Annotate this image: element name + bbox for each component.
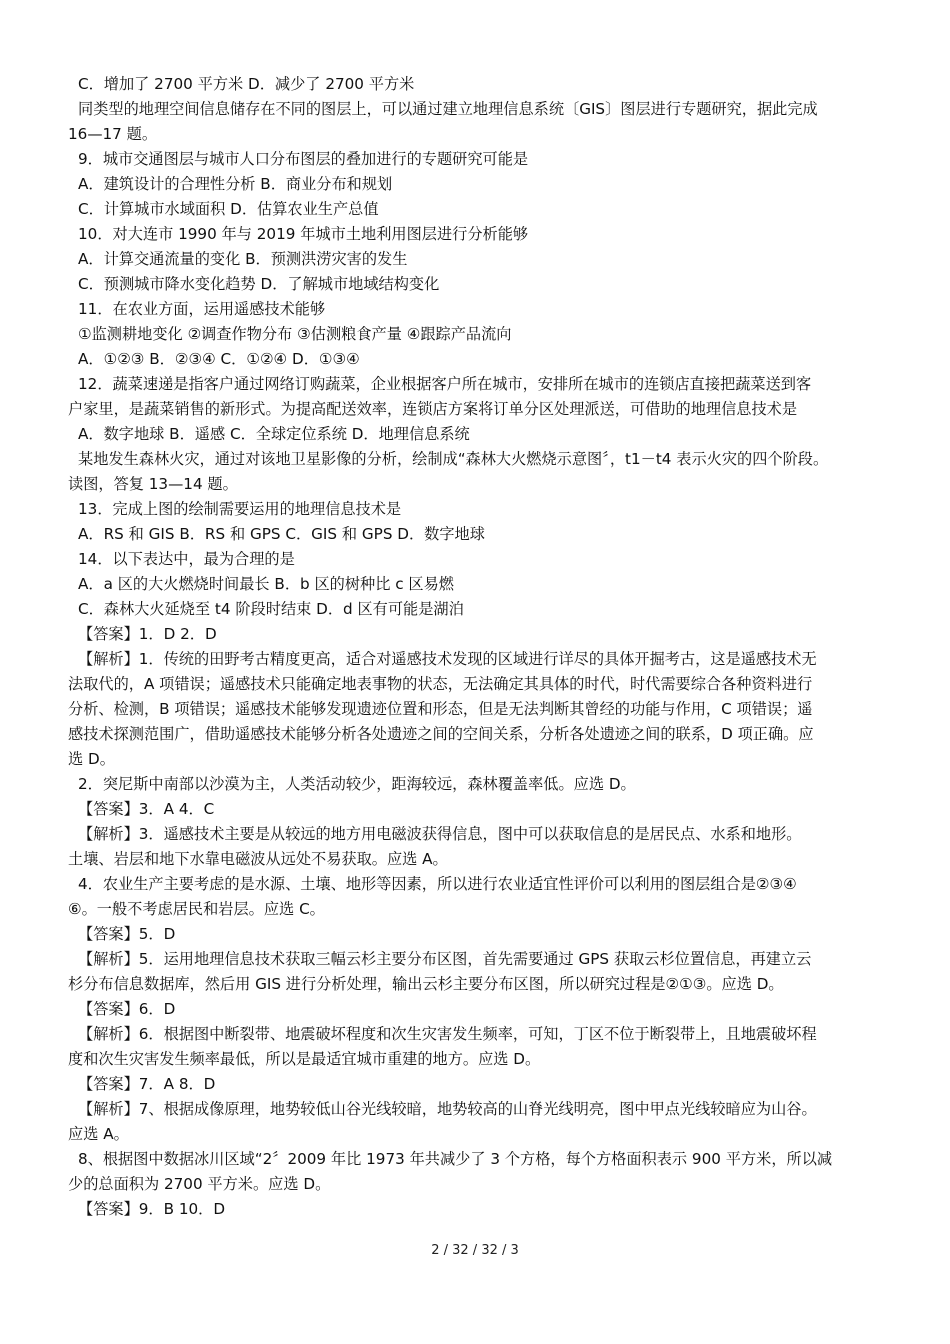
text-line: 2．突尼斯中南部以沙漠为主，人类活动较少，距海较远，森林覆盖率低。应选 D。 [78, 775, 636, 793]
text-line: 12．蔬菜速递是指客户通过网络订购蔬菜，企业根据客户所在城市，安排所在城市的连锁店直接把蔬菜送到客 [78, 375, 812, 393]
text-line: 同类型的地理空间信息储存在不同的图层上，可以通过建立地理信息系统〔GIS〕图层进行专题研究，据此完成 [78, 100, 818, 118]
text-line: 11．在农业方面，运用遥感技术能够 [78, 300, 326, 318]
text-line: A．①②③ B．②③④ C．①②④ D．①③④ [78, 350, 360, 368]
text-line: ①监测耕地变化 ②调查作物分布 ③估测粮食产量 ④跟踪产品流向 [78, 325, 512, 343]
text-line: A．建筑设计的合理性分析 B．商业分布和规划 [78, 175, 393, 193]
text-line: A．a 区的大火燃烧时间最长 B．b 区的树种比 c 区易燃 [78, 575, 454, 593]
text-line: 【解析】5．运用地理信息技术获取三幅云杉主要分布区图，首先需要通过 GPS 获取云杉位置信息，再建立云 [78, 950, 812, 968]
text-line: ⑥。一般不考虑居民和岩层。应选 C。 [68, 900, 325, 918]
page-number: 2 / 32 / 32 / 3 [431, 1243, 519, 1258]
page-body [68, 72, 884, 1222]
text-line: 土壤、岩层和地下水靠电磁波从远处不易获取。应选 A。 [68, 850, 448, 868]
text-line: 选 D。 [68, 750, 115, 768]
text-line: 【解析】6．根据图中断裂带、地震破坏程度和次生灾害发生频率，可知，丁区不位于断裂带上，且地震破坏程 [78, 1025, 817, 1043]
text-line: A．RS 和 GIS B．RS 和 GPS C．GIS 和 GPS D．数字地球 [78, 525, 485, 543]
text-line: 【答案】3．A 4．C [78, 800, 215, 818]
text-line: 【答案】1．D 2．D [78, 625, 217, 643]
text-line: 【答案】9．B 10．D [78, 1200, 226, 1218]
text-line: 【解析】7、根据成像原理，地势较低山谷光线较暗，地势较高的山脊光线明亮，图中甲点光线较暗应为山谷。 [78, 1100, 817, 1118]
text-line: 9．城市交通图层与城市人口分布图层的叠加进行的专题研究可能是 [78, 150, 529, 168]
text-line: 少的总面积为 2700 平方米。应选 D。 [68, 1175, 331, 1193]
text-line: C．预测城市降水变化趋势 D．了解城市地域结构变化 [78, 275, 440, 293]
text-line: 读图，答复 13—14 题。 [68, 475, 238, 493]
text-line: A．数字地球 B．遥感 C．全球定位系统 D．地理信息系统 [78, 425, 470, 443]
text-line: 【答案】6．D [78, 1000, 176, 1018]
text-line: 【解析】3．遥感技术主要是从较远的地方用电磁波获得信息，图中可以获取信息的是居民点、水系和地形。 [78, 825, 802, 843]
text-line: 应选 A。 [68, 1125, 129, 1143]
text-line: 感技术探测范围广，借助遥感技术能够分析各处遗迹之间的空间关系，分析各处遗迹之间的联系，D 项正确。应 [68, 725, 814, 743]
text-line: 户家里，是蔬菜销售的新形式。为提高配送效率，连锁店方案将订单分区处理派送，可借助的地理信息技术是 [68, 400, 797, 418]
text-line: 某地发生森林火灾，通过对该地卫星影像的分析，绘制成“森林大火燃烧示意图〞，t1－t4 表示火灾的四个阶段。 [78, 450, 829, 468]
text-line: 10．对大连市 1990 年与 2019 年城市土地利用图层进行分析能够 [78, 225, 529, 243]
text-line: 【答案】7．A 8．D [78, 1075, 216, 1093]
text-line: 法取代的，A 项错误；遥感技术只能确定地表事物的状态，无法确定其具体的时代，时代需要综合各种资料进行 [68, 675, 813, 693]
text-line: 16—17 题。 [68, 125, 158, 143]
text-line: C．增加了 2700 平方米 D．减少了 2700 平方米 [78, 75, 415, 93]
text-line: C．计算城市水域面积 D．估算农业生产总值 [78, 200, 379, 218]
text-line: 分析、检测，B 项错误；遥感技术能够发现遗迹位置和形态，但是无法判断其曾经的功能与作用，C 项错误；遥 [68, 700, 813, 718]
text-line: 【解析】1．传统的田野考古精度更高，适合对遥感技术发现的区域进行详尽的具体开掘考古，这是遥感技术无 [78, 650, 817, 668]
text-line: 4．农业生产主要考虑的是水源、土壤、地形等因素，所以进行农业适宜性评价可以利用的图层组合是②③④ [78, 875, 797, 893]
text-line: C．森林大火延烧至 t4 阶段时结束 D．d 区有可能是湖泊 [78, 600, 464, 618]
text-line: 【答案】5．D [78, 925, 176, 943]
text-line: 14．以下表达中，最为合理的是 [78, 550, 295, 568]
text-line: 8、根据图中数据冰川区域“2〞2009 年比 1973 年共减少了 3 个方格，每个方格面积表示 900 平方米，所以减 [78, 1150, 833, 1168]
text-line: A．计算交通流量的变化 B．预测洪涝灾害的发生 [78, 250, 408, 268]
text-line: 杉分布信息数据库，然后用 GIS 进行分析处理，输出云杉主要分布区图，所以研究过程是②①③。应选 D。 [68, 975, 784, 993]
text-line: 度和次生灾害发生频率最低，所以是最适宜城市重建的地方。应选 D。 [68, 1050, 541, 1068]
text-line: 13．完成上图的绘制需要运用的地理信息技术是 [78, 500, 402, 518]
